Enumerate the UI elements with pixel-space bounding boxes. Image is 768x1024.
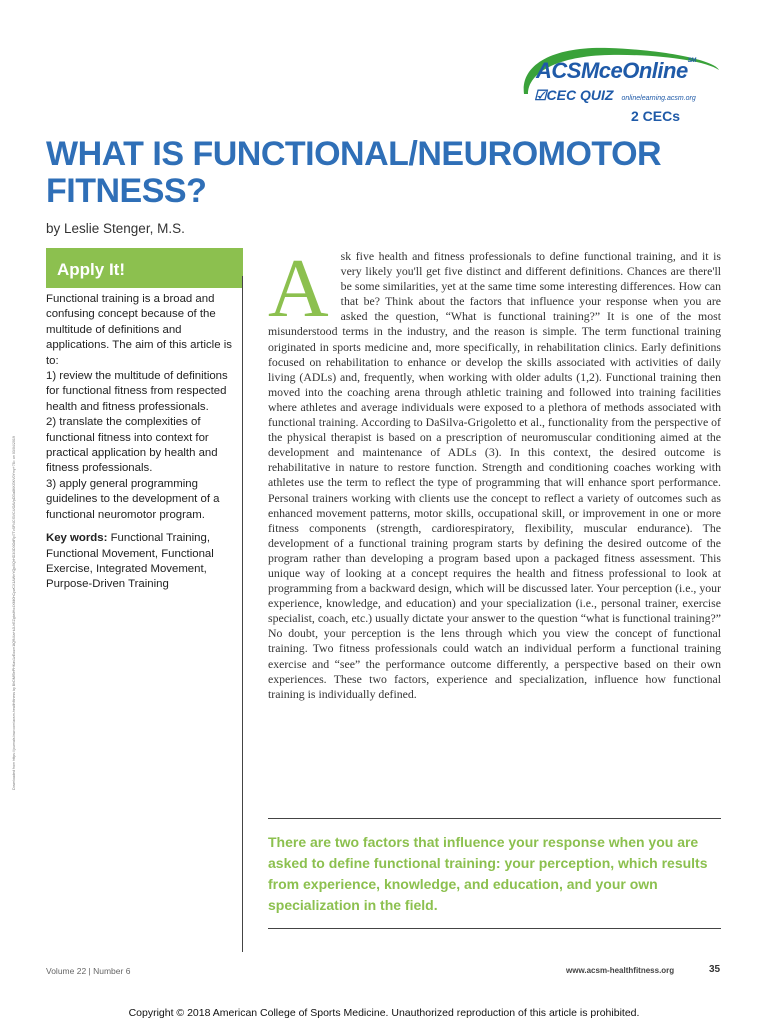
logo-quiz-row	[534, 87, 696, 105]
cec-credits: 2 CECs	[631, 108, 681, 124]
article-body	[268, 242, 721, 702]
pullquote: There are two factors that influence your response when you are asked to define functional training: your perception, which results from experience, knowledge, and education, and your own specialization in the field.	[268, 834, 708, 913]
keywords-label: Key words:	[46, 532, 108, 545]
drop-cap: A	[268, 242, 329, 335]
download-side-note: Downloaded from https://journals.lww.com/acsm-healthfitness by BhDMf5ePHKav1zEoum1tQfN4a+kJLhEZgbsIHo4XMi0hCywCX1AWnYQp/IlQrHD3i3D0OdRyi7TvSFl4Cf3VC4/OAVpDDa8KKGKV0Ymy+78= on 03/04/2019	[12, 436, 16, 790]
article-byline: by Leslie Stenger, M.S.	[46, 221, 185, 236]
apply-it-item: 1) review the multitude of definitions for functional fitness from respected health and fitness professionals.	[46, 370, 228, 413]
article-body-text: sk five health and fitness professionals to define functional training, and it is very likely you'll get five distinct and different definitions. Chances are there'll be some similarities, yet at the same time some interesting differences. How can that be? Think about the factors that influence your response when you are asked the question, “What is functional training?” It is one of the most misunderstood terms in the industry, and the reason is simple. The term functional training originated in sports medicine and, more specifically, in rehabilitation clinics. Early definitions focused on rehabilitation to enhance or develop the skills associated with activities of daily living (ADLs) and, frequently, when working with older adults (1,2). Functional training then moved into the coaching arena through athletic training and followed into training facilities where athletes and average individuals were exposed to a plethora of methods associated with functional training. According to DaSilva-Grigoletto et al., functionality from the perspective of the physical therapist is based on a prescription of neuromuscular conditioning aimed at the development and maintenance of ADLs (3). In this context, the desired outcome is rehabilitative in nature to restore function. Strength and conditioning coaches working with athletes use the term to reflect the type of programming that will enhance sport performance. Personal trainers working with clients use the concept to reflect a variety of outcomes such as enhanced movement patterns, motor skills, occupational skill, or improvement in one or more fitness components (strength, cardiorespiratory, flexibility, muscular endurance). The development of a functional training program starts by defining the desired outcome of the program rather than developing a program based upon a packaged fitness assessment. This unique way of looking at a concept requires the health and fitness professional to look at programming from a backward design, which will be discussed later. Your perception (i.e., your experience, knowledge, and education) and your specialization (i.e., personal trainer, exercise specialist, coach, etc.) usually dictate your answer to the question “what is functional training?” No doubt, your perception is the lens through which you view the concept of functional training. Two fitness professionals could watch an individual perform a functional training exercise and “see” the performance outcome differently, a perspective based on their own experiences. These two factors, experience and specialization, influence how functional training is individually defined.	[268, 249, 721, 701]
apply-it-intro: Functional training is a broad and confusing concept because of the multitude of definitions and applications. The aim of this article is to:	[46, 293, 232, 367]
keywords	[46, 531, 232, 593]
apply-it-item: 3) apply general programming guidelines to the development of a functional neuromotor program.	[46, 477, 220, 521]
logo-brand: ACSMceOnline℠	[536, 58, 696, 83]
keywords-list: Functional Training, Functional Movement, Functional Exercise, Integrated Movement, Purpose-Driven Training	[46, 532, 214, 591]
column-divider	[242, 276, 243, 952]
apply-it-item: 2) translate the complexities of functional fitness into context for practical application by health and fitness professionals.	[46, 416, 218, 475]
apply-it-heading: Apply It!	[57, 260, 125, 279]
article-title: WHAT IS FUNCTIONAL/NEUROMOTOR FITNESS?	[46, 135, 662, 210]
acsm-ce-online-logo	[514, 42, 724, 132]
copyright-notice: Copyright © 2018 American College of Sports Medicine. Unauthorized reproduction of this article is prohibited.	[128, 1007, 640, 1019]
footer-url[interactable]: www.acsm-healthfitness.org	[566, 966, 675, 975]
pullquote-top-rule	[268, 818, 721, 819]
cec-quiz-label: ☑CEC QUIZ	[534, 87, 614, 103]
logo-url: onlinelearning.acsm.org	[621, 95, 696, 102]
footer-volume: Volume 22 | Number 6	[46, 966, 131, 976]
page-number: 35	[709, 964, 721, 975]
pullquote-bottom-rule	[268, 928, 721, 929]
apply-it-body	[46, 292, 232, 593]
